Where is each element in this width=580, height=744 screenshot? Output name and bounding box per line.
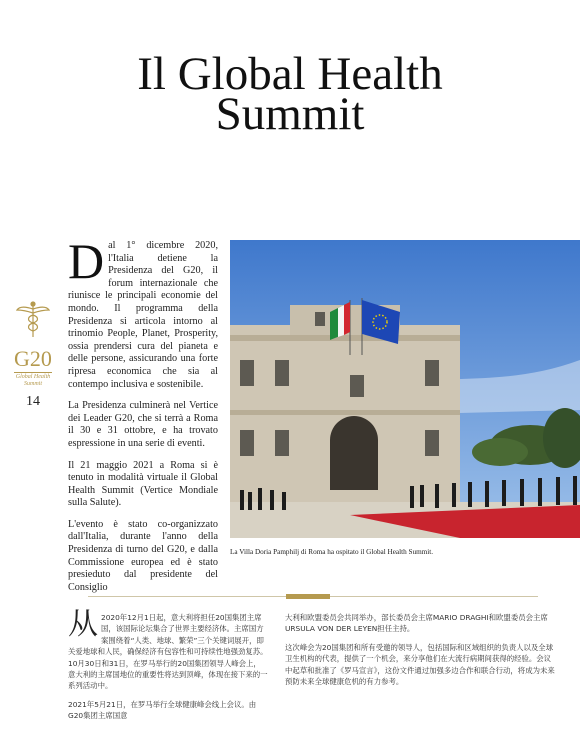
gold-divider (286, 594, 330, 599)
chinese-drop-cap: 从 (68, 607, 98, 642)
paragraph-text: al 1° dicembre 2020, l'Italia detiene la Presidenza del G20, il forum internazionale che riunisce le principali economie del mondo. Il programma della Presidenza si articola intorno al trinomio People, Planet, Prosperity, ossia prendersi cura del pianeta e delle persone, assicurando una forte ripresa economica che sia al contempo inclusiva e sostenibile. (68, 240, 218, 390)
page-number: 14 (26, 394, 40, 409)
article-column (68, 233, 218, 603)
paragraph-text: 2020年12月1日起，意大利将担任20国集团主席国，该国际论坛集合了世界主要经济体。主席国方案围绕着“人类、地球、繁荣”三个关键词展开，即关爱地球和人民，确保经济有包容性和可持续性地强劲复苏。10月30日和31日，在罗马举行的20国集团领导人峰会上，意大利的主席国地位的重要性将达到顶峰，体现在接下来的一系列活动中。 (68, 613, 268, 691)
g20-logo-text: G20 (14, 346, 52, 371)
chinese-paragraph: 大利和欧盟委员会共同举办，部长委员会主席MARIO DRAGHI和欧盟委员会主席URSULA VON DER LEYEN担任主持。 (285, 613, 548, 634)
chinese-paragraph (68, 607, 268, 692)
page-title-line-2: Summit (215, 88, 365, 140)
photo-caption: La Villa Doria Pamphilj di Roma ha ospitato il Global Health Summit. (230, 548, 434, 556)
chinese-column-left (68, 607, 268, 729)
article-paragraph: L'evento è stato co-organizzato dall'Italia, durante l'anno della Presidenza di turno del G20, e dalla Commissione europea ed è stato presieduto dal presidente del Consiglio (68, 518, 218, 593)
drop-cap: D (68, 233, 105, 289)
page-title-line-1: Il Global Health (137, 48, 443, 100)
chinese-paragraph: 这次峰会为20国集团和所有受邀的领导人，包括国际和区域组织的负责人以及全球卫生机构的代表，提供了一个机会，来分享他们在大流行病期间获得的经验。会议中起草和批准了《罗马宣言》，这份文件通过加强多边合作和联合行动，将成为未来预防未来全球健康危机的有力参考。 (285, 642, 555, 687)
villa-photo (230, 240, 580, 538)
chinese-paragraph: 2021年5月21日，在罗马举行全球健康峰会线上会议。由G20集团主席国意 (68, 699, 257, 721)
article-paragraph: Il 21 maggio 2021 a Roma si è tenuto in modalità virtuale il Global Health Summit (Vertice Mondiale sulla Salute). (68, 459, 218, 509)
article-paragraph (68, 233, 218, 391)
sidebar (8, 300, 58, 410)
villa-doria-pamphilj-image (230, 240, 580, 538)
g20-logo-subtitle: Global Health Summit (15, 374, 51, 387)
chinese-column-right (285, 612, 555, 694)
caduceus-icon (16, 300, 50, 338)
article-paragraph: La Presidenza culminerà nel Vertice dei Leader G20, che si terrà a Roma il 30 e 31 ottobre, e ha trovato espressione in una serie di eventi. (68, 400, 218, 449)
